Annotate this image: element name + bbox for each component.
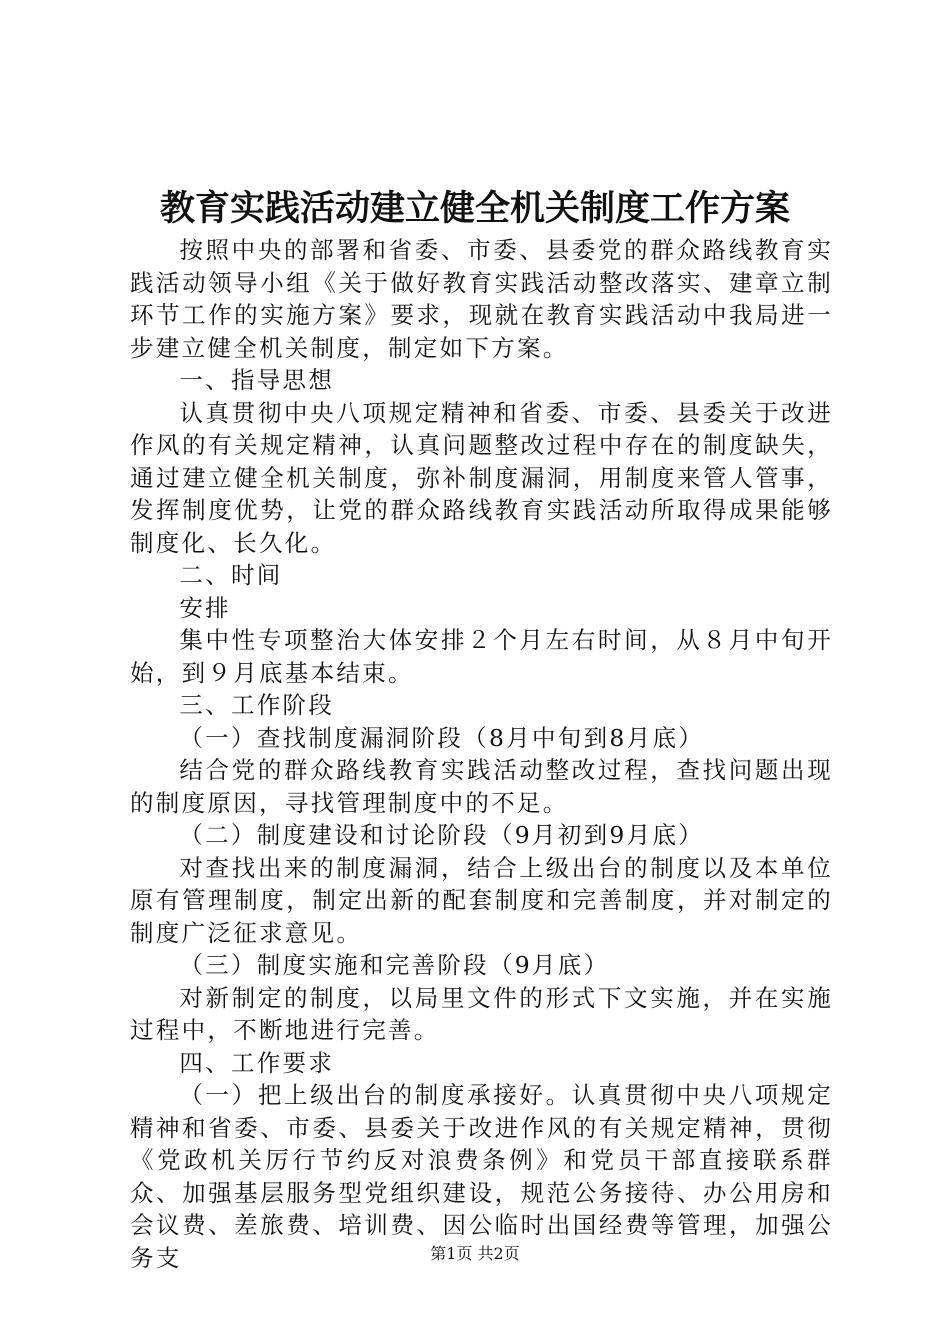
- paragraph-time: 集中性专项整治大体安排２个月左右时间，从８月中旬开始，到９月底基本结束。: [130, 626, 833, 687]
- paragraph-stage-1: 结合党的群众路线教育实践活动整改过程，查找问题出现的制度原因，寻找管理制度中的不足。: [130, 756, 833, 817]
- section-heading-1: 一、指导思想: [179, 366, 335, 394]
- section-heading-3: 三、工作阶段: [179, 691, 335, 719]
- section-heading-2: 二、时间: [179, 561, 283, 589]
- section-heading-4: 四、工作要求: [179, 1048, 335, 1077]
- paragraph-stage-3: 对新制定的制度，以局里文件的形式下文实施，并在实施过程中，不断地进行完善。: [130, 983, 833, 1044]
- section-heading-2-continued: 安排: [179, 593, 231, 622]
- document-body: [130, 234, 833, 1274]
- paragraph-stage-2: 对查找出来的制度漏洞，结合上级出台的制度以及本单位原有管理制度，制定出新的配套制度和完善制度，并对制定的制度广泛征求意见。: [130, 853, 833, 947]
- paragraph-intro: 按照中央的部署和省委、市委、县委党的群众路线教育实践活动领导小组《关于做好教育实践活动整改落实、建章立制环节工作的实施方案》要求，现就在教育实践活动中我局进一步建立健全机关制度，制定如下方案。: [130, 236, 833, 362]
- paragraph-requirement-1: （一）把上级出台的制度承接好。认真贯彻中央八项规定精神和省委、市委、县委关于改进作风的有关规定精神，贯彻《党政机关厉行节约反对浪费条例》和党员干部直接联系群众、加强基层服务型党组织建设，规范公务接待、办公用房和会议费、差旅费、培训费、因公临时出国经费等管理，加强公务支: [130, 1081, 833, 1272]
- paragraph-guiding-thought: 认真贯彻中央八项规定精神和省委、市委、县委关于改进作风的有关规定精神，认真问题整改过程中存在的制度缺失，通过建立健全机关制度，弥补制度漏洞，用制度来管人管事，发挥制度优势，让党的群众路线教育实践活动所取得成果能够制度化、长久化。: [130, 398, 833, 557]
- subsection-heading-3-2: （二）制度建设和讨论阶段（9月初到9月底）: [179, 821, 705, 849]
- subsection-heading-3-3: （三）制度实施和完善阶段（9月底）: [179, 951, 610, 979]
- page-footer: 第1页 共2页: [430, 1244, 520, 1263]
- document-title: 教育实践活动建立健全机关制度工作方案: [159, 188, 790, 229]
- subsection-heading-3-1: （一）查找制度漏洞阶段（8月中旬到8月底）: [179, 723, 705, 752]
